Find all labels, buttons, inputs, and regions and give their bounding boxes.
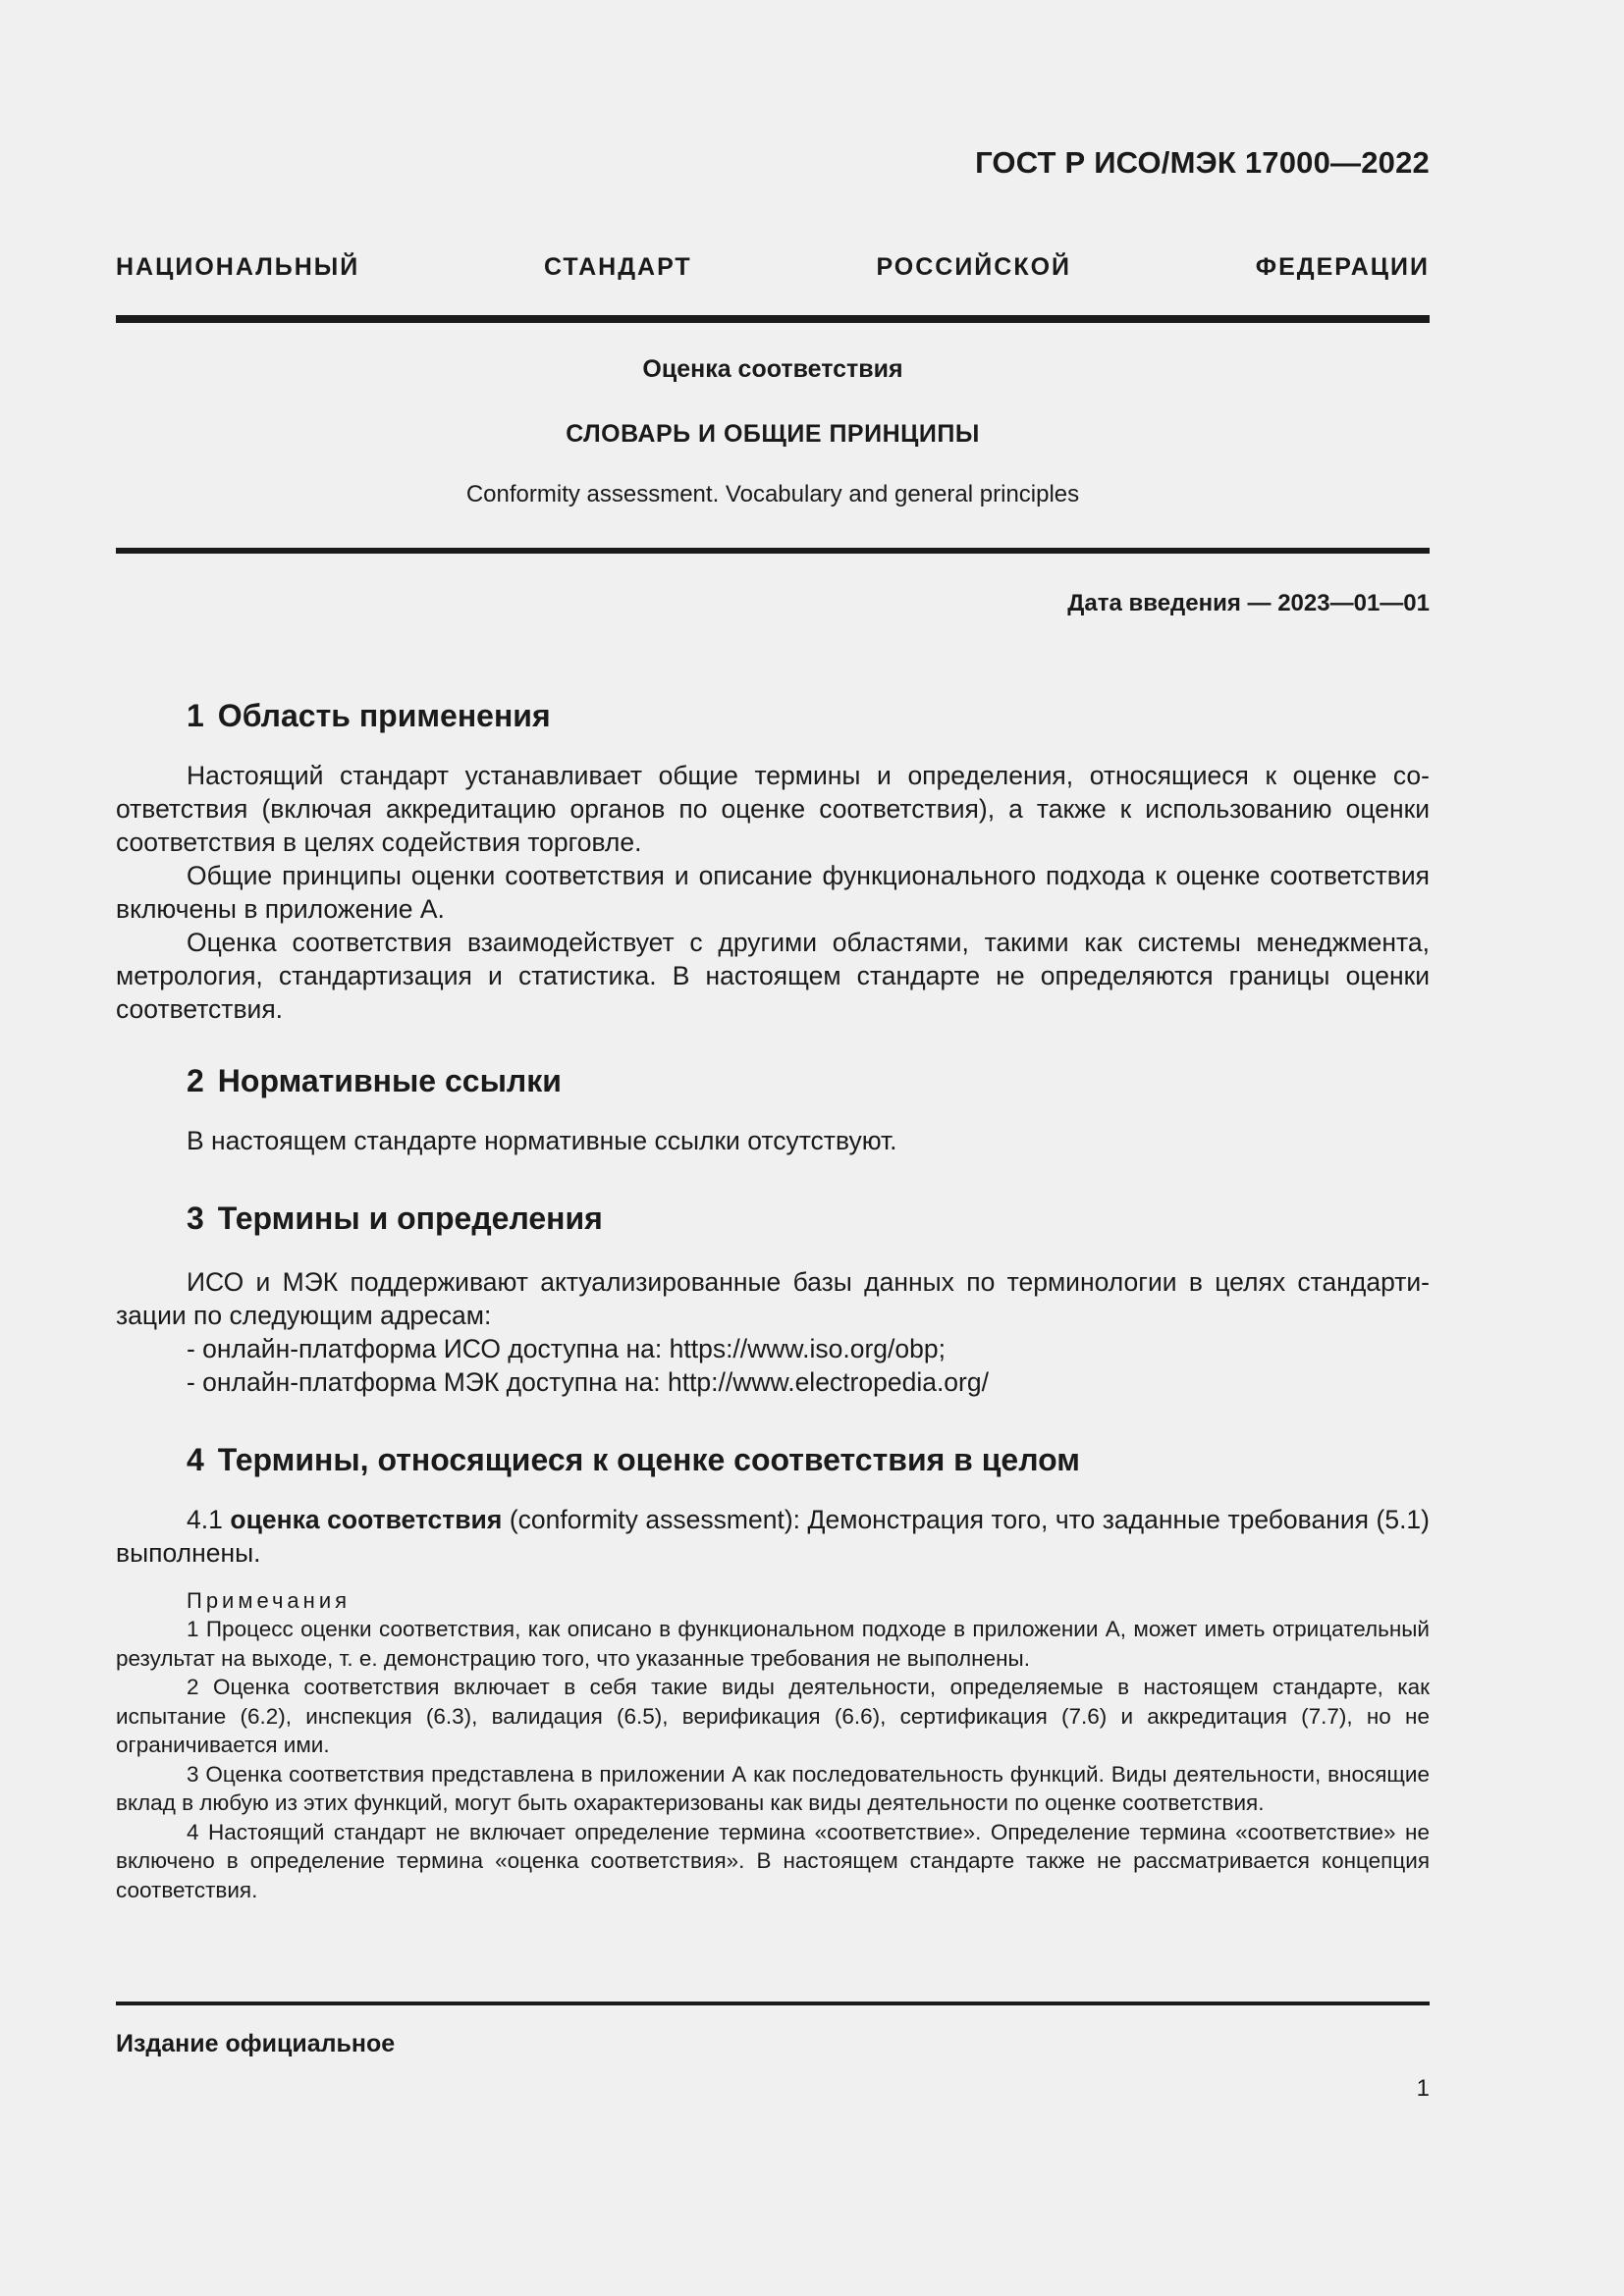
national-standard-title: НАЦИОНАЛЬНЫЙ СТАНДАРТ РОССИЙСКОЙ ФЕДЕРАЦИИ xyxy=(116,253,1430,281)
note: 4 Настоящий стандарт не включает определение термина «соответствие». Определение термина «соответствие» не включено в определение термина «оценка соответствия». В настоящем стандарте также не рассматривается концепция соответствия. xyxy=(116,1819,1430,1902)
standard-title-english: Conformity assessment. Vocabulary and general principles xyxy=(465,481,1080,507)
term-definition-text: (conformity assessment): Демонстрация того, что заданные требования (5.1) выполнены. xyxy=(116,1505,1430,1568)
section-heading-normative-references xyxy=(116,1057,1430,1104)
section-heading-general-terms xyxy=(116,1436,1430,1483)
section-title: Термины, относящиеся к оценке соответствия в целом xyxy=(217,1442,1080,1477)
section-heading-scope xyxy=(116,692,1430,739)
document-page xyxy=(116,0,1430,2296)
paragraph: Общие принципы оценки соответствия и описание функционального подхода к оценке соответствия включены в приложение А. xyxy=(116,861,1430,924)
term-number: 4.1 xyxy=(187,1505,223,1534)
standard-title: СЛОВАРЬ И ОБЩИЕ ПРИНЦИПЫ xyxy=(566,420,980,448)
introduction-date: Дата введения — 2023—01—01 xyxy=(1067,590,1430,616)
official-edition-label: Издание официальное xyxy=(116,2030,396,2057)
section-number: 1 xyxy=(187,698,204,733)
section-title: Область применения xyxy=(217,698,551,733)
notes-label: Примечания xyxy=(187,1588,352,1613)
section-title: Нормативные ссылки xyxy=(217,1063,562,1098)
paragraph: Настоящий стандарт устанавливает общие термины и определения, относящиеся к оценке соответствия (включая аккредитацию органов по оценке соответствия), а также к использованию оценки соответствия в целях содействия торговле. xyxy=(116,761,1430,857)
top-divider xyxy=(116,315,1430,323)
term-name: оценка соответствия xyxy=(230,1505,503,1534)
section-number: 4 xyxy=(187,1442,204,1477)
document-number: ГОСТ Р ИСО/МЭК 17000—2022 xyxy=(975,145,1430,180)
section-number: 3 xyxy=(187,1201,204,1236)
paragraph: ИСО и МЭК поддерживают актуализированные базы данных по терминологии в целях стандартизации по следующим адресам: xyxy=(116,1267,1430,1330)
note: 1 Процесс оценки соответствия, как описано в функциональном подходе в приложении А, может иметь отрицательный результат на выходе, т. е. демонстрацию того, что указанные требования не выполнены. xyxy=(116,1617,1430,1671)
section-heading-terms-definitions xyxy=(116,1195,1430,1242)
section-number: 2 xyxy=(187,1063,204,1098)
paragraph: В настоящем стандарте нормативные ссылки отсутствуют. xyxy=(187,1126,897,1155)
document-body xyxy=(116,692,1430,1904)
page-number: 1 xyxy=(1416,2075,1430,2102)
standard-subject: Оценка соответствия xyxy=(642,355,903,383)
list-item: - онлайн-платформа МЭК доступна на: http://www.electropedia.org/ xyxy=(187,1367,989,1397)
title-divider xyxy=(116,548,1430,554)
note: 3 Оценка соответствия представлена в приложении А как последовательность функций. Виды деятельности, вносящие вклад в любую из этих функций, могут быть охарактеризованы как виды деятельности по оценке соответствия. xyxy=(116,1761,1430,1815)
section-title: Термины и определения xyxy=(217,1201,603,1236)
paragraph: Оценка соответствия взаимодействует с другими областями, такими как системы менеджмента, метрология, стандартизация и статистика. В настоящем стандарте не определяются границы оценки соответствия. xyxy=(116,928,1430,1024)
note: 2 Оценка соответствия включает в себя такие виды деятельности, определяемые в настоящем стандарте, как испытание (6.2), инспекция (6.3), валидация (6.5), верификация (6.6), сертификация (7.6) и аккредитация (7.7), но не ограничивается ими. xyxy=(116,1675,1430,1757)
footer-divider xyxy=(116,2002,1430,2005)
list-item: - онлайн-платформа ИСО доступна на: https://www.iso.org/obp; xyxy=(187,1334,946,1363)
term-definition xyxy=(116,1503,1430,1570)
